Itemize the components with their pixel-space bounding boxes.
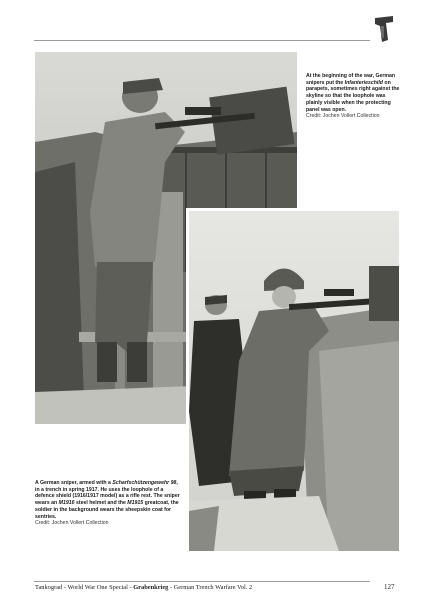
caption-top-right	[306, 73, 402, 120]
caption-italic: M1915	[127, 500, 144, 507]
photo-sniper-helmet	[186, 208, 399, 551]
pistol-grip-icon	[372, 12, 396, 46]
caption-credit: Credit: Jochen Vollert Collection	[306, 113, 380, 120]
footer-bold-title: Grabenkrieg	[133, 584, 169, 591]
caption-text: greatcoat, the soldier in the background wears the sheepskin coat for sentries.	[35, 500, 179, 520]
caption-credit: Credit: Jochen Vollert Collection	[35, 520, 109, 527]
footer-rule	[34, 581, 370, 582]
caption-text: At the beginning of the war, German snipers put the	[306, 73, 396, 86]
footer-text: Tankograd - World War One Special -	[35, 584, 134, 591]
footer-text: - German Trench Warfare Vol. 2	[168, 584, 253, 591]
page-number: 127	[384, 583, 395, 591]
caption-italic: Infanterieschild	[344, 79, 383, 86]
caption-text: steel helmet and the	[74, 500, 128, 507]
running-footer	[35, 583, 371, 592]
caption-text: , in a trench in spring 1917. He uses the loophole of a defence shield (1916/1917 model) as a rifle rest. The sniper wears an	[35, 480, 180, 507]
caption-text: A German sniper, armed with a	[35, 480, 113, 486]
caption-bottom-left	[35, 480, 180, 527]
caption-italic: Scharfschützengewehr 98	[112, 480, 177, 486]
header-rule	[34, 40, 370, 41]
caption-text: on parapets, sometimes right against the skyline so that the loophole was plainly visible when the protecting panel was open.	[306, 79, 400, 113]
caption-italic: M1916	[58, 500, 75, 507]
